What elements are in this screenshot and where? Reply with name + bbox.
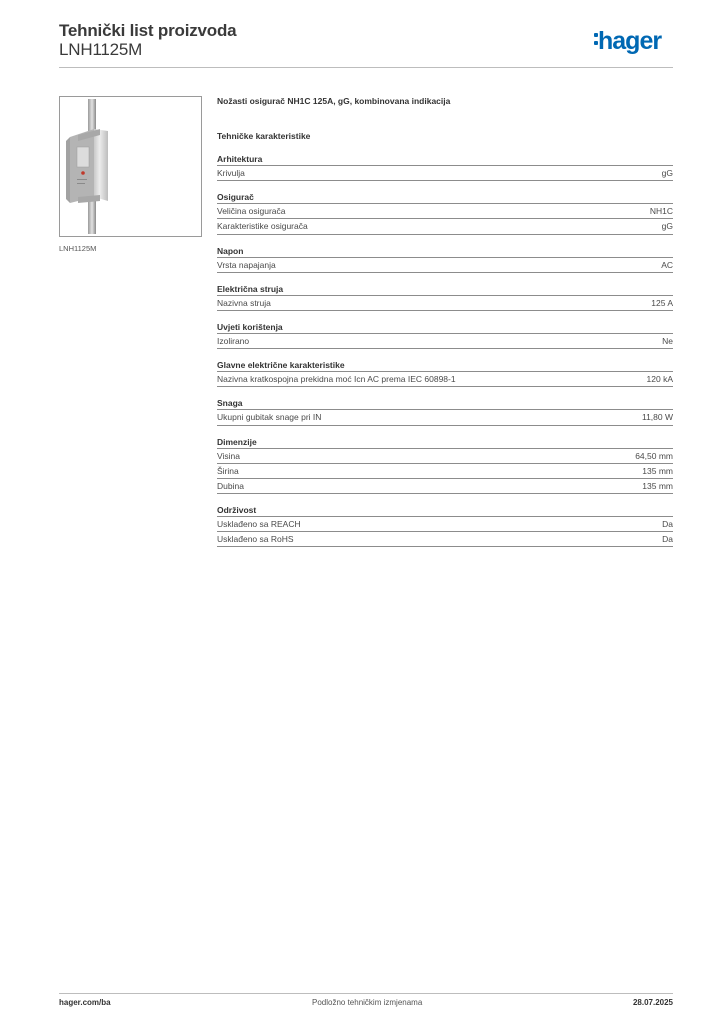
section-fuse bbox=[217, 190, 673, 234]
spec-value: 64,50 mm bbox=[635, 450, 673, 461]
spec-value: 135 mm bbox=[642, 465, 673, 476]
footer-note: Podložno tehničkim izmjenama bbox=[312, 998, 423, 1007]
footer-website-link[interactable]: hager.com/ba bbox=[59, 998, 111, 1007]
section-title: Snaga bbox=[217, 396, 673, 410]
spec-label: Nazivna kratkospojna prekidna moć Icn AC prema IEC 60898-1 bbox=[217, 374, 456, 385]
spec-content bbox=[217, 94, 673, 547]
spec-row bbox=[217, 334, 673, 349]
section-title: Održivost bbox=[217, 503, 673, 517]
section-conditions bbox=[217, 320, 673, 349]
spec-value: 135 mm bbox=[642, 480, 673, 491]
spec-label: Izolirano bbox=[217, 335, 250, 346]
spec-label: Nazivna struja bbox=[217, 297, 271, 308]
logo-text: hager bbox=[598, 27, 662, 55]
spec-row bbox=[217, 479, 673, 494]
header-divider bbox=[59, 67, 673, 68]
section-title: Arhitektura bbox=[217, 152, 673, 166]
section-architecture bbox=[217, 152, 673, 181]
spec-row bbox=[217, 532, 673, 547]
spec-label: Visina bbox=[217, 450, 240, 461]
section-voltage bbox=[217, 244, 673, 273]
spec-label: Vrsta napajanja bbox=[217, 259, 276, 270]
section-title: Električna struja bbox=[217, 282, 673, 296]
spec-value: 120 kA bbox=[646, 374, 673, 385]
spec-row bbox=[217, 410, 673, 425]
spec-label: Ukupni gubitak snage pri IN bbox=[217, 412, 322, 423]
spec-row bbox=[217, 258, 673, 273]
product-image-frame bbox=[59, 96, 202, 237]
section-title: Glavne električne karakteristike bbox=[217, 358, 673, 372]
spec-value: gG bbox=[661, 221, 673, 232]
spec-value: 125 A bbox=[651, 297, 673, 308]
spec-label: Karakteristike osigurača bbox=[217, 221, 308, 232]
section-dimensions bbox=[217, 435, 673, 495]
product-reference: LNH1125M bbox=[59, 40, 143, 59]
spec-row bbox=[217, 166, 673, 181]
spec-value: AC bbox=[661, 259, 673, 270]
section-electrical bbox=[217, 358, 673, 387]
spec-value: Da bbox=[662, 534, 673, 545]
footer-divider bbox=[59, 993, 673, 994]
spec-row bbox=[217, 372, 673, 387]
hager-logo bbox=[594, 27, 661, 55]
product-image-caption: LNH1125M bbox=[59, 244, 97, 253]
specs-heading: Tehničke karakteristike bbox=[217, 131, 311, 141]
spec-value: Da bbox=[662, 519, 673, 530]
page-title: Tehnički list proizvoda bbox=[59, 21, 237, 40]
footer-date: 28.07.2025 bbox=[632, 998, 673, 1007]
spec-label: Usklađeno sa RoHS bbox=[217, 534, 294, 545]
product-description: Nožasti osigurač NH1C 125A, gG, kombinovana indikacija bbox=[217, 96, 451, 106]
section-sustainability bbox=[217, 503, 673, 547]
spec-value: gG bbox=[661, 168, 673, 178]
spec-label: Usklađeno sa REACH bbox=[217, 519, 301, 530]
nh-fuse-image bbox=[60, 97, 201, 236]
spec-row bbox=[217, 464, 673, 479]
spec-value: Ne bbox=[662, 335, 673, 346]
section-title: Osigurač bbox=[217, 190, 673, 204]
spec-row bbox=[217, 204, 673, 219]
spec-value: NH1C bbox=[649, 206, 673, 217]
section-title: Uvjeti korištenja bbox=[217, 320, 673, 334]
section-current bbox=[217, 282, 673, 311]
spec-row bbox=[217, 517, 673, 532]
spec-row bbox=[217, 449, 673, 464]
spec-row bbox=[217, 219, 673, 234]
spec-label: Dubina bbox=[217, 480, 244, 491]
spec-value: 11,80 W bbox=[641, 412, 673, 423]
section-title: Napon bbox=[217, 244, 673, 258]
spec-label: Krivulja bbox=[217, 168, 245, 178]
spec-label: Veličina osigurača bbox=[217, 206, 286, 217]
spec-row bbox=[217, 296, 673, 311]
section-title: Dimenzije bbox=[217, 435, 673, 449]
spec-label: Širina bbox=[217, 465, 239, 476]
section-power bbox=[217, 396, 673, 425]
